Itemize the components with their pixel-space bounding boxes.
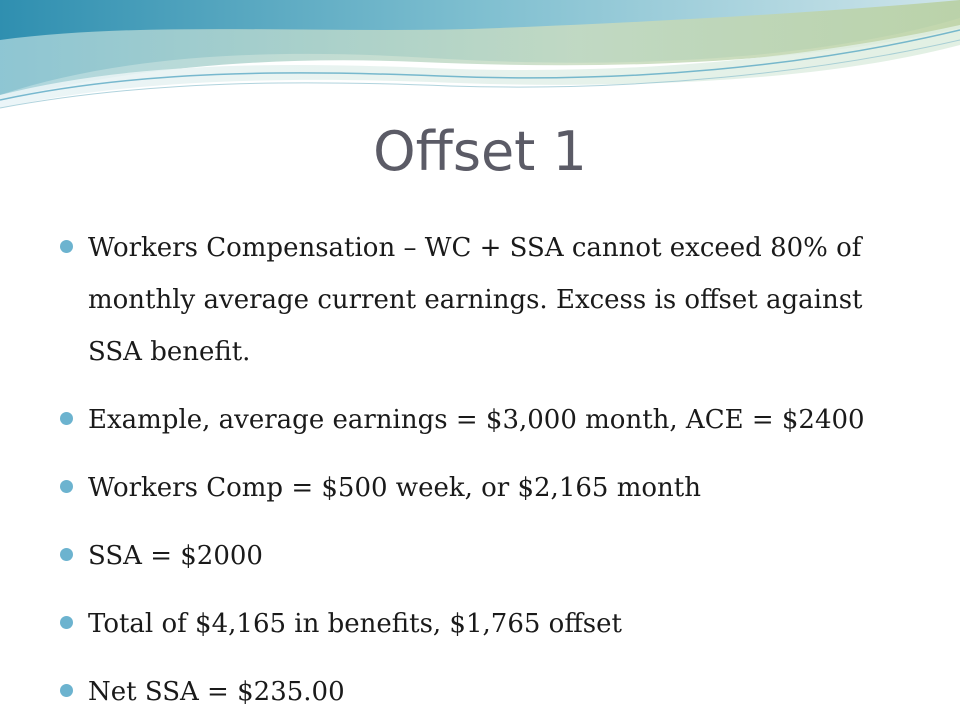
bullet-list [60, 222, 920, 720]
slide-title: Offset 1 [373, 120, 587, 183]
bullet-text: Total of $4,165 in benefits, $1,765 offset [88, 609, 622, 639]
bullet-item [60, 598, 920, 650]
bullet-text: Net SSA = $235.00 [88, 677, 345, 707]
bullet-text: Workers Compensation – WC + SSA cannot exceed 80% of monthly average current earnings. Excess is offset against SSA benefit. [88, 233, 863, 367]
bullet-item [60, 462, 920, 514]
bullet-item [60, 666, 920, 718]
bullet-dot-icon [60, 480, 73, 493]
bullet-dot-icon [60, 240, 73, 253]
header-wave-decoration [0, 0, 960, 130]
bullet-item [60, 222, 920, 378]
bullet-item [60, 530, 920, 582]
bullet-dot-icon [60, 548, 73, 561]
bullet-text: Workers Comp = $500 week, or $2,165 month [88, 473, 701, 503]
bullet-text: SSA = $2000 [88, 541, 263, 571]
bullet-dot-icon [60, 684, 73, 697]
bullet-item [60, 394, 920, 446]
bullet-text: Example, average earnings = $3,000 month, ACE = $2400 [88, 405, 865, 435]
bullet-dot-icon [60, 412, 73, 425]
bullet-dot-icon [60, 616, 73, 629]
